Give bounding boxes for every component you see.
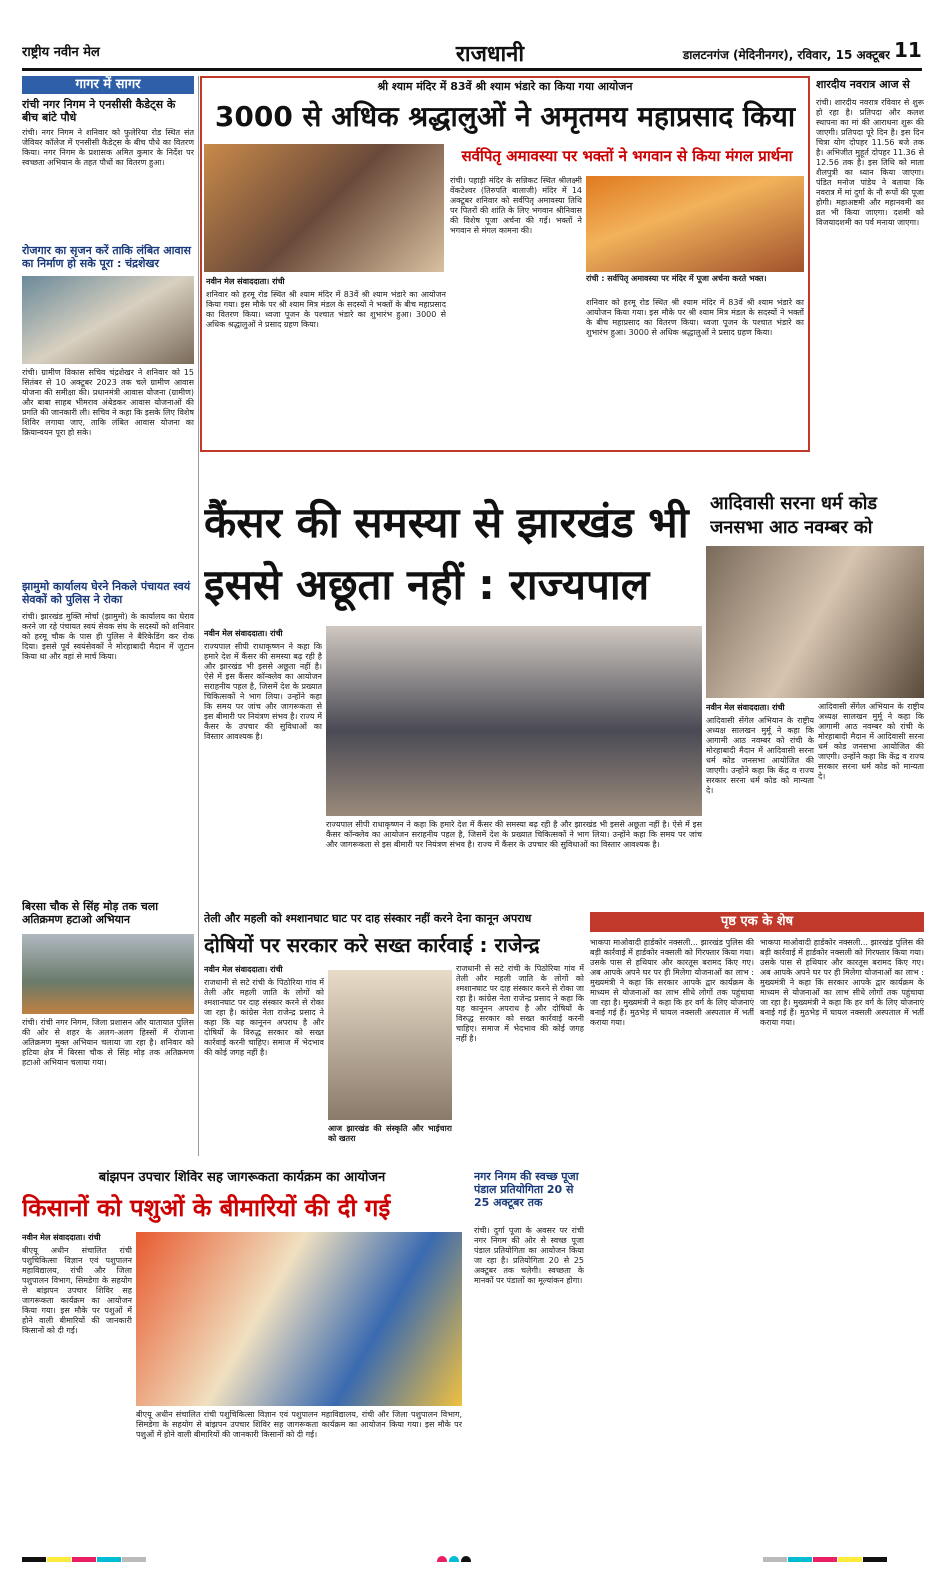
continued-band: पृष्ठ एक के शेष: [590, 912, 924, 932]
lead-body-cont: राज्यपाल सीपी राधाकृष्णन ने कहा कि हमारे देश में कैंसर की समस्या बढ़ रही है और झारखंड भी इससे अछूता नहीं है। ऐसे में इस कैंसर कॉन्क्लेव का आयोजन सराहनीय पहल है, जिसमें देश के प्रख्यात चिकित्सकों ने भाग लिया। उन्होंने कहा कि समय पर जांच और जागरूकता से इस बीमारी पर नियंत्रण संभव है। राज्य में कैंसर के उपचार की सुविधाओं का विस्तार आवश्यक है।: [326, 820, 702, 849]
navratri-body: रांची। शारदीय नवरात्र रविवार से शुरू हो रहा है। प्रतिपदा और कलश स्थापना का मां की आराधना शुरू की जाएगी। प्रतिपदा पूरे दिन है। इस दिन चित्रा योग दोपहर 11.56 बजे तक है। अभिजीत मुहूर्त दोपहर 11.36 से 12.56 तक है। इस तिथि को माता शैलपुत्री का ध्यान किया जाएगा। पंडित मनोज पांडेय ने बताया कि नवरात्र में मां दुर्गा के नौ रूपों की पूजा होगी। महाअष्टमी और महानवमी का व्रत भी किया जाएगा। दशमी को विजयादशमी का पर्व मनाया जाएगा।: [816, 98, 924, 227]
farmer-headline: किसानों को पशुओं के बीमारियों की दी गई: [22, 1194, 391, 1222]
left-story-2-body: रांची। ग्रामीण विकास सचिव चंद्रशेखर ने शनिवार को 15 सितंबर से 10 अक्टूबर 2023 तक चले ग्रामीण आवास योजना की समीक्षा की। प्रधानमंत्री आवास योजना (ग्रामीण) और बाबा साहब भीमराव अंबेडकर आवास योजनाओं की प्रगति की जानकारी ली। सचिव ने कहा कि इसके लिए विशेष शिविर लगाया जाए, ताकि लंबित आवास योजना का क्रियान्वयन पूरा हो सके।: [22, 368, 194, 437]
top-story-subheadline: सर्वपितृ अमावस्या पर भक्तों ने भगवान से किया मंगल प्रार्थना: [461, 147, 793, 165]
left-story-3-body: रांची। झारखंड मुक्ति मोर्चा (झामुमो) के कार्यालय का घेराव करने जा रहे पंचायत स्वयं सेवक संघ के सदस्यों को शनिवार को हरमू चौक के पास ही पुलिस ने बैरिकेडिंग कर रोक दिया। इससे पूर्व स्वयंसेवकों ने मोरहाबादी मैदान में जुटान किया था और वहां से मार्च किया।: [22, 612, 194, 661]
left-story-2-headline: रोजगार का सृजन करें ताकि लंबित आवास का निर्माण हो सके पूरा : चंद्रशेखर: [22, 244, 191, 270]
left-story-3-headline: झामुमो कार्यालय घेरने निकले पंचायत स्वयं सेवकों को पुलिस ने रोका: [22, 580, 191, 606]
left-story-4-headline: बिरसा चौक से सिंह मोड़ तक चला अतिक्रमण हटाओ अभियान: [22, 900, 159, 926]
rajendra-photo-caption: आज झारखंड की संस्कृति और भाईचारा को खतरा: [328, 1124, 452, 1143]
farmer-kicker: बांझपन उपचार शिविर सह जागरूकता कार्यक्रम का आयोजन: [98, 1170, 386, 1185]
rajendra-photo: [328, 970, 452, 1120]
left-story-4-body: रांची। रांची नगर निगम, जिला प्रशासन और यातायात पुलिस की ओर से शहर के अलग-अलग हिस्सों में रोजाना अतिक्रमण मुक्त अभियान चलाया जा रहा है। शनिवार को हटिया क्षेत्र में बिरसा चौक से सिंह मोड़ तक अतिक्रमण हटाओ अभियान चलाया गया।: [22, 1018, 194, 1067]
print-registration-bar: [22, 1550, 922, 1562]
dateline: डालटनगंज (मेदिनीनगर), रविवार, 15 अक्टूबर: [682, 48, 890, 62]
left-band: गागर में सागर: [22, 76, 194, 94]
farmer-body: बीएयू अधीन संचालित रांची पशुचिकित्सा विज्ञान एवं पशुपालन महाविद्यालय, रांची और जिला पशुपालन विभाग, सिमडेगा के सहयोग से बांझपन उपचार शिविर सह जागरूकता कार्यक्रम का आयोजन किया गया। इस मौके पर पशुओं में होने वाली बीमारियों की जानकारी किसानों को दी गई।: [22, 1246, 132, 1335]
cremation-headline: दोषियों पर सरकार करे सख्त कार्रवाई : राजेन्द्र: [204, 933, 540, 957]
left-story-1-headline: रांची नगर निगम ने एनसीसी कैडेट्स के बीच बांटे पौधे: [22, 98, 176, 124]
sarna-body: आदिवासी सेंगेल अभियान के राष्ट्रीय अध्यक्ष सालखन मुर्मू ने कहा कि आगामी आठ नवम्बर को रांची के मोरहाबादी मैदान में आदिवासी सरना धर्म कोड जनसभा आयोजित की जाएगी। उन्होंने कहा कि केंद्र व राज्य सरकार सरना धर्म कोड को मान्यता दे।: [706, 716, 814, 795]
farmer-camp-photo: [136, 1232, 462, 1406]
cremation-byline: नवीन मेल संवाददाता। रांची: [204, 965, 283, 974]
encroachment-photo: [22, 934, 194, 1014]
top-story-byline: नवीन मेल संवाददाता। रांची: [206, 277, 285, 286]
left-story-1-body: रांची। नगर निगम ने शनिवार को फुलेरिया रोड स्थित संत जेवियर कॉलेज में एनसीसी कैडेट्स के बीच पौधे का वितरण किया। नगर निगम के प्रशासक अमित कुमार के निर्देश पर स्वच्छता अभियान के तहत पौधों का वितरण हुआ।: [22, 128, 194, 167]
meeting-photo: [22, 276, 194, 364]
governor-event-photo: [326, 626, 702, 816]
sarna-body-cont: आदिवासी सेंगेल अभियान के राष्ट्रीय अध्यक्ष सालखन मुर्मू ने कहा कि आगामी आठ नवम्बर को रांची के मोरहाबादी मैदान में आदिवासी सरना धर्म कोड जनसभा आयोजित की जाएगी। उन्होंने कहा कि केंद्र व राज्य सरकार सरना धर्म कोड को मान्यता दे।: [818, 702, 924, 781]
page-number: 11: [894, 38, 922, 62]
top-story-headline: 3000 से अधिक श्रद्धालुओं ने अमृतमय महाप्रसाद किया: [214, 100, 796, 133]
continued-body-2: भाकपा माओवादी हार्डकोर नक्सली... झारखंड पुलिस की बड़ी कार्रवाई में हार्डकोर नक्सली को गिरफ्तार किया गया। उसके पास से हथियार और कारतूस बरामद किए गए। अब आपके अपने घर पर ही मिलेगा योजनाओं का लाभ : मुख्यमंत्री ने कहा कि सरकार आपके द्वार कार्यक्रम के माध्यम से योजनाओं का लाभ सीधे लोगों तक पहुंचाया जा रहा है। मुख्यमंत्री ने कहा कि हर वर्ग के लिए योजनाएं बनाई गई हैं। मुठभेड़ में घायल नक्सली अस्पताल में भर्ती कराया गया।: [760, 938, 924, 1027]
cremation-body-cont: राजधानी से सटे रांची के पिठोरिया गांव में तेली और महली जाति के लोगों को श्मशानघाट पर दाह संस्कार करने से रोका जा रहा है। कांग्रेस नेता राजेन्द्र प्रसाद ने कहा कि यह कानूनन अपराध है और दोषियों के विरुद्ध सरकार को सख्त कार्रवाई करनी चाहिए। समाज में भेदभाव की कोई जगह नहीं है।: [456, 964, 584, 1043]
lead-body: राज्यपाल सीपी राधाकृष्णन ने कहा कि हमारे देश में कैंसर की समस्या बढ़ रही है और झारखंड भी इससे अछूता नहीं है। ऐसे में इस कैंसर कॉन्क्लेव का आयोजन सराहनीय पहल है, जिसमें देश के प्रख्यात चिकित्सकों ने भाग लिया। उन्होंने कहा कि समय पर जांच और जागरूकता से इस बीमारी पर नियंत्रण संभव है। राज्य में कैंसर के उपचार की सुविधाओं का विस्तार आवश्यक है।: [204, 642, 322, 741]
lead-byline: नवीन मेल संवाददाता। रांची: [204, 629, 283, 638]
top-story-kicker: श्री श्याम मंदिर में 83वें श्री श्याम भंडारे का किया गया आयोजन: [377, 80, 633, 93]
newspaper-logo: राष्ट्रीय नवीन मेल: [22, 45, 100, 60]
top-story-body-cont: शनिवार को हरमू रोड स्थित श्री श्याम मंदिर में 83वें श्री श्याम भंडारे का आयोजन किया गया। इस मौके पर श्री श्याम मित्र मंडल के सदस्यों ने भक्तों के बीच महाप्रसाद का वितरण किया। ध्वजा पूजन के पश्चात भंडारे का शुभारंभ हुआ। 3000 से अधिक श्रद्धालुओं ने प्रसाद ग्रहण किया।: [586, 298, 804, 337]
bhandara-photo: [204, 144, 444, 272]
sarna-byline: नवीन मेल संवाददाता। रांची: [706, 703, 785, 712]
top-story-body: शनिवार को हरमू रोड स्थित श्री श्याम मंदिर में 83वें श्री श्याम भंडारे का आयोजन किया गया। इस मौके पर श्री श्याम मित्र मंडल के सदस्यों ने भक्तों के बीच महाप्रसाद का वितरण किया। ध्वजा पूजन के पश्चात भंडारे का शुभारंभ हुआ। 3000 से अधिक श्रद्धालुओं ने प्रसाद ग्रहण किया।: [206, 290, 446, 329]
masthead-rule: [22, 68, 922, 71]
sarna-headline: आदिवासी सरना धर्म कोड जनसभा आठ नवम्बर को: [710, 493, 878, 538]
column-rule: [198, 76, 199, 1156]
sarna-speaker-photo: [706, 546, 924, 698]
nagar-headline: नगर निगम की स्वच्छ पूजा पंडाल प्रतियोगिता 20 से 25 अक्टूबर तक: [474, 1170, 579, 1209]
section-title: राजधानी: [455, 42, 525, 66]
temple-photo-caption: रांची : सर्वपितृ अमावस्या पर मंदिर में पूजा अर्चना करते भक्त।: [586, 274, 767, 283]
nagar-body: रांची। दुर्गा पूजा के अवसर पर रांची नगर निगम की ओर से स्वच्छ पूजा पंडाल प्रतियोगिता का आयोजन किया जा रहा है। प्रतियोगिता 20 से 25 अक्टूबर तक चलेगी। स्वच्छता के मानकों पर पंडालों का मूल्यांकन होगा।: [474, 1226, 584, 1285]
lead-headline: कैंसर की समस्या से झारखंड भी इससे अछूता नहीं : राज्यपाल: [204, 498, 689, 609]
continued-body-1: भाकपा माओवादी हार्डकोर नक्सली... झारखंड पुलिस की बड़ी कार्रवाई में हार्डकोर नक्सली को गिरफ्तार किया गया। उसके पास से हथियार और कारतूस बरामद किए गए। अब आपके अपने घर पर ही मिलेगा योजनाओं का लाभ : मुख्यमंत्री ने कहा कि सरकार आपके द्वार कार्यक्रम के माध्यम से योजनाओं का लाभ सीधे लोगों तक पहुंचाया जा रहा है। मुख्यमंत्री ने कहा कि हर वर्ग के लिए योजनाएं बनाई गई हैं। मुठभेड़ में घायल नक्सली अस्पताल में भर्ती कराया गया।: [590, 938, 754, 1027]
cremation-kicker: तेली और महली को श्मशानघाट घाट पर दाह संस्कार नहीं करने देना कानून अपराध: [204, 912, 532, 925]
cremation-body: राजधानी से सटे रांची के पिठोरिया गांव में तेली और महली जाति के लोगों को श्मशानघाट पर दाह संस्कार करने से रोका जा रहा है। कांग्रेस नेता राजेन्द्र प्रसाद ने कहा कि यह कानूनन अपराध है और दोषियों के विरुद्ध सरकार को सख्त कार्रवाई करनी चाहिए। समाज में भेदभाव की कोई जगह नहीं है।: [204, 978, 324, 1057]
farmer-body-cont: बीएयू अधीन संचालित रांची पशुचिकित्सा विज्ञान एवं पशुपालन महाविद्यालय, रांची और जिला पशुपालन विभाग, सिमडेगा के सहयोग से बांझपन उपचार शिविर सह जागरूकता कार्यक्रम का आयोजन किया गया। इस मौके पर पशुओं में होने वाली बीमारियों की जानकारी किसानों को दी गई।: [136, 1410, 462, 1439]
farmer-byline: नवीन मेल संवाददाता। रांची: [22, 1233, 101, 1242]
top-story-sub-body: रांची। पहाड़ी मंदिर के सन्निकट स्थित श्रीलक्ष्मी वेंकटेश्वर (तिरुपति बालाजी) मंदिर में 14 अक्टूबर शनिवार को सर्वपितृ अमावस्या तिथि पर पितरों की शांति के लिए भगवान श्रीनिवास की विशेष पूजा अर्चना की गई। भक्तों ने भगवान से मंगल कामना की।: [450, 176, 582, 235]
temple-puja-photo: [586, 176, 804, 272]
navratri-headline: शारदीय नवरात्र आज से: [816, 78, 910, 91]
